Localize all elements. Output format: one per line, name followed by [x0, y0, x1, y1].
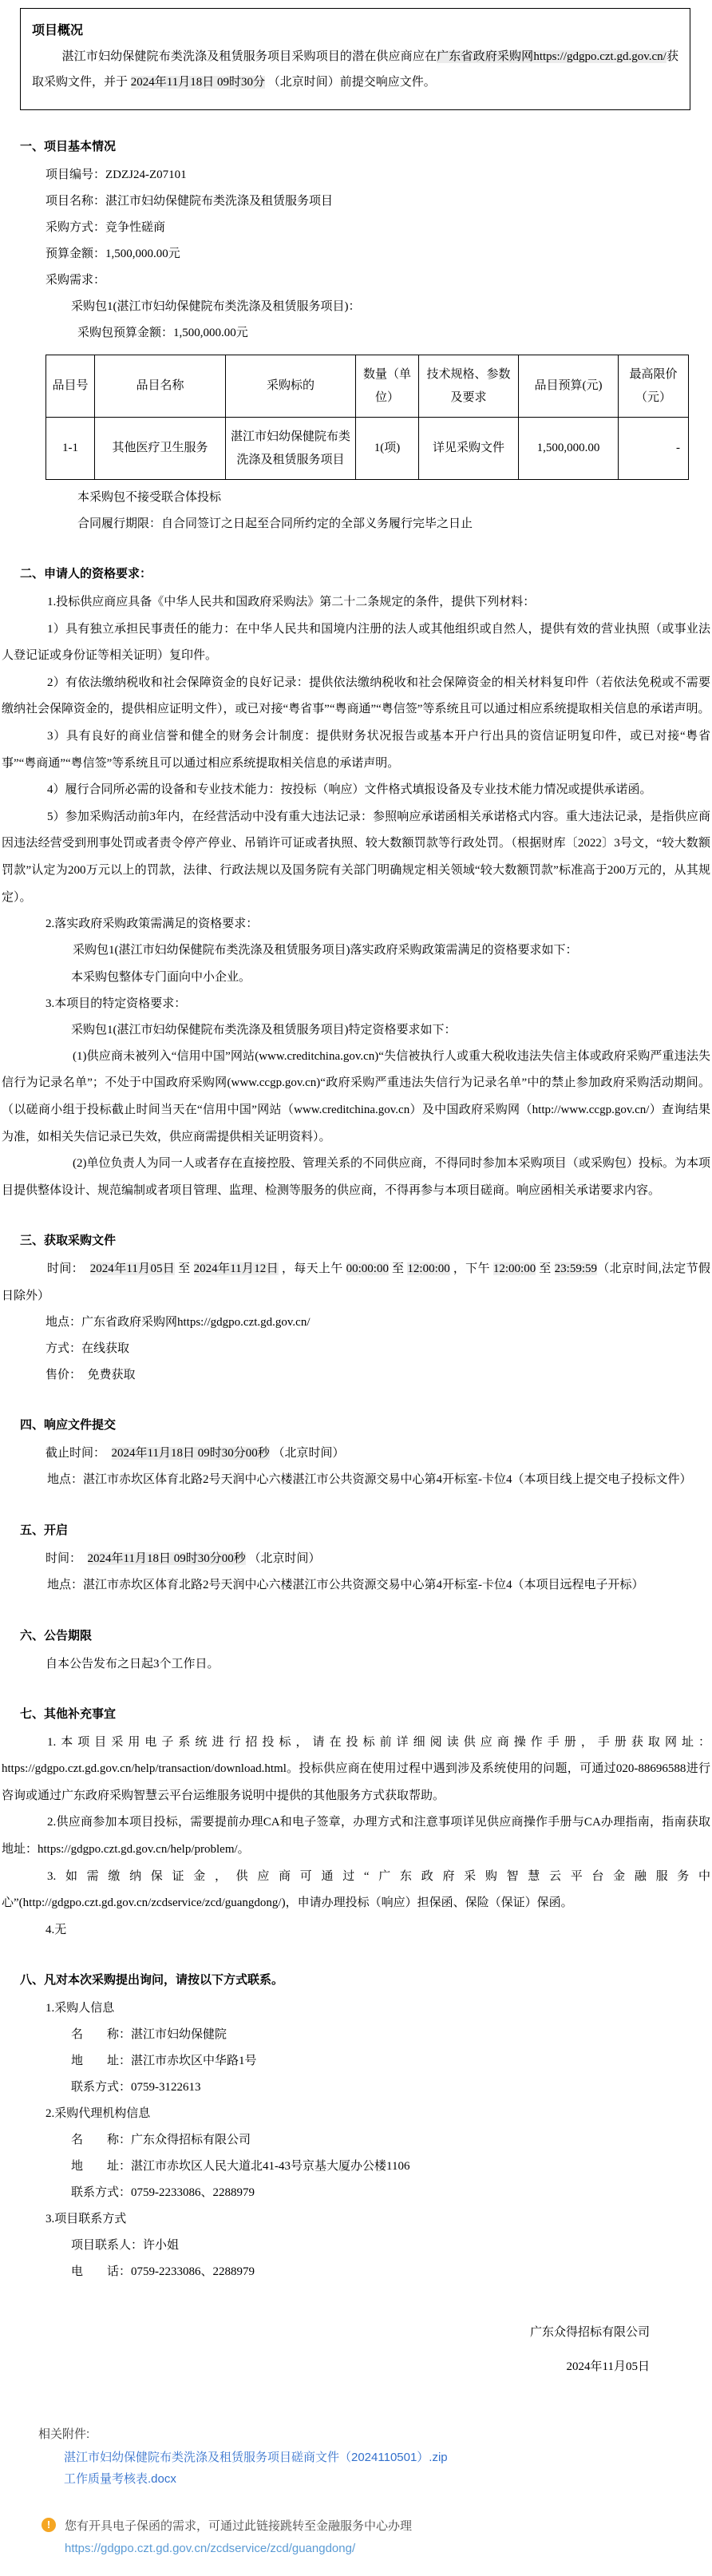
header-item-number: 品目号	[46, 355, 95, 418]
agent-phone-line: 联系方式：0759-2233086、2288979	[71, 2186, 255, 2199]
place-label: 地点：	[47, 1579, 84, 1592]
afternoon-end-time: 23:59:59	[554, 1262, 597, 1276]
deadline-timezone: （北京时间）	[269, 1447, 345, 1460]
project-number-line: 项目编号：ZDZJ24-Z07101	[45, 168, 187, 181]
agent-address-line: 地 址：湛江市赤坎区人民大道北41-43号京基大厦办公楼1106	[71, 2159, 410, 2173]
obtain-date-to: 2024年11月12日	[193, 1262, 279, 1276]
financial-service-center-link[interactable]: https://gdgpo.czt.gd.gov.cn/zcdservice/zcd/guangdong/	[65, 2541, 356, 2555]
obtain-time-line	[2, 1256, 710, 1310]
header-item-name: 品目名称	[95, 355, 226, 418]
overview-intro-text: 湛江市妇幼保健院布类洗涤及租赁服务项目采购项目的潜在供应商应在	[61, 50, 437, 63]
policy-requirement-package: 采购包1(湛江市妇幼保健院布类洗涤及租赁服务项目)落实政府采购政策需满足的资格要求如下：	[73, 944, 578, 957]
package-line: 采购包1(湛江市妇幼保健院布类洗涤及租赁服务项目)：	[71, 300, 361, 313]
opening-place-note: （本项目远程电子开标）	[512, 1579, 644, 1592]
cell-item-number: 1-1	[46, 418, 95, 480]
buyer-address-line: 地 址：湛江市赤坎区中华路1号	[71, 2054, 257, 2067]
header-subject: 采购标的	[226, 355, 356, 418]
signature-date: 2024年11月05日	[566, 2360, 650, 2374]
attachments-label: 相关附件:	[38, 2427, 90, 2441]
opening-place-value: 湛江市赤坎区体育北路2号天润中心六楼湛江市公共资源交易中心第4开标室-卡位4	[83, 1579, 512, 1592]
obtain-place-line: 地点：广东省政府采购网https://gdgpo.czt.gd.gov.cn/	[45, 1316, 311, 1330]
qualification-p3: 2）有依法缴纳税收和社会保障资金的良好记录：提供依法缴纳税收和社会保障资金的相关材料复印件（若依法免税或不需要缴纳社会保障资金的，提供相应证明文件），或已对接“粤省事”“粤商通”“粤信签”等系统且可以通过相应系统提取相关信息的承诺声明。	[2, 676, 710, 716]
overview-title: 项目概况	[32, 24, 84, 38]
cell-specs: 详见采购文件	[419, 418, 519, 480]
agent-info-title: 2.采购代理机构信息	[45, 2106, 151, 2120]
exclamation-icon: !	[42, 2518, 56, 2532]
cell-item-name: 其他医疗卫生服务	[95, 418, 226, 480]
cell-price-cap: -	[619, 418, 689, 480]
section-heading-contacts: 八、凡对本次采购提出询问，请按以下方式联系。	[20, 1973, 284, 1987]
cell-subject: 湛江市妇幼保健院布类洗涤及租赁服务项目	[226, 418, 356, 480]
specific-requirement-title: 3.本项目的特定资格要求：	[45, 997, 187, 1010]
qualification-p2: 1）具有独立承担民事责任的能力：在中华人民共和国境内注册的法人或其他组织或自然人，提供有效的营业执照（或事业法人登记证或身份证等相关证明）复印件。	[2, 622, 710, 663]
qualification-p6: 5）参加采购活动前3年内，在经营活动中没有重大违法记录：参照响应承诺函相关承诺格式内容。重大违法记录，是指供应商因违法经营受到刑事处罚或者责令停产停业、吊销许可证或者执照、较大数额罚款等行政处罚。（根据财库〔2022〕3号文，“较大数额罚款”认定为200万元以上的罚款，法律、行政法规以及国务院有关部门明确规定相关领域“较大数额罚款”标准高于200万元的，从其规定）。	[2, 810, 710, 904]
project-name-line: 项目名称：湛江市妇幼保健院布类洗涤及租赁服务项目	[45, 195, 334, 208]
project-contact-phone-line: 电 话：0759-2233086、2288979	[71, 2265, 255, 2278]
obtain-date-from: 2024年11月05日	[89, 1262, 176, 1276]
section-heading-basic-info: 一、项目基本情况	[20, 141, 117, 153]
submit-deadline-text: 2024年11月18日 09时30分	[130, 75, 265, 89]
announcement-period-line: 自本公告发布之日起3个工作日。	[45, 1657, 220, 1670]
cell-item-budget: 1,500,000.00	[519, 418, 619, 480]
specific-requirement-p1: (1)供应商未被列入“信用中国”网站(www.creditchina.gov.cn)“失信被执行人或重大税收违法失信主体或政府采购严重违法失信行为记录名单”；不处于中国政府采购网(www.ccgp.gov.cn)“政府采购严重违法失信行为记录名单”中的禁止参加政府采购活动期间。（以磋商小组于投标截止时间当天在“信用中国”网站（www.creditchina.gov.cn）及中国政府采购网（http://www.ccgp.gov.cn/）查询结果为准，如相关失信记录已失效，供应商需提供相关证明资料）。	[2, 1049, 710, 1143]
supplementary-p2: 2.供应商参加本项目投标，需要提前办理CA和电子签章，办理方式和注意事项详见供应商操作手册与CA办理指南，指南获取地址：https://gdgpo.czt.gd.gov.cn/help/problem/。	[2, 1816, 710, 1857]
obtain-way-line: 方式：在线获取	[45, 1342, 130, 1356]
notice-text: 您有开具电子保函的需求，可通过此链接跳转至金融服务中心办理	[65, 2519, 413, 2533]
opening-place-line	[2, 1572, 710, 1599]
specific-requirement-p2: (2)单位负责人为同一人或者存在直接控股、管理关系的不同供应商，不得同时参加本采购项目（或采购包）投标。为本项目提供整体设计、规范编制或者项目管理、监理、检测等服务的供应商，不得再参与本项目磋商。响应函相关承诺要求内容。	[2, 1157, 710, 1197]
supplementary-p3: 3.如需缴纳保证金，供应商可通过“广东政府采购智慧云平台金融服务中心”(http://gdgpo.czt.gd.gov.cn/zcdservice/zcd/guangdong/)，申请办理投标（响应）担保函、保险（保证）保函。	[2, 1869, 710, 1910]
opening-time-line	[45, 1546, 712, 1572]
attachment-link-docx[interactable]: 工作质量考核表.docx	[64, 2471, 176, 2486]
opening-time-value: 2024年11月18日 09时30分00秒	[87, 1552, 246, 1566]
morning-start-time: 00:00:00	[346, 1262, 389, 1276]
overview-mid-text: 获取采购文件，并于	[32, 50, 678, 89]
signature-block	[0, 2316, 650, 2385]
header-quantity: 数量（单位）	[356, 355, 419, 418]
header-item-budget: 品目预算(元)	[519, 355, 619, 418]
time-label: 时间：	[47, 1262, 90, 1276]
afternoon-start-time: 12:00:00	[492, 1262, 536, 1276]
time-label: 时间：	[45, 1552, 88, 1566]
guarantee-notice	[42, 2517, 712, 2555]
submission-deadline-line	[45, 1441, 712, 1467]
supplementary-p1: 1.本项目采用电子系统进行招投标，请在投标前详细阅读供应商操作手册，手册获取网址：https://gdgpo.czt.gd.gov.cn/help/transaction/download.html。投标供应商在使用过程中遇到涉及系统使用的问题，可通过020-88696588进行咨询或通过广东政府采购智慧云平台运维服务说明中提供的其他服务方式获取帮助。	[2, 1735, 710, 1802]
procurement-method-line: 采购方式：竞争性磋商	[45, 221, 166, 234]
demand-label-line: 采购需求：	[45, 274, 106, 287]
submission-place-note: （本项目线上提交电子投标文件）	[512, 1473, 692, 1487]
specific-requirement-package: 采购包1(湛江市妇幼保健院布类洗涤及租赁服务项目)特定资格要求如下：	[71, 1023, 457, 1036]
overview-paragraph	[32, 45, 678, 95]
submission-place-value: 湛江市赤坎区体育北路2号天润中心六楼湛江市公共资源交易中心第4开标室-卡位4	[83, 1473, 512, 1487]
project-overview-box	[20, 8, 690, 110]
supplementary-p4: 4.无	[45, 1923, 67, 1936]
morning-end-time: 12:00:00	[407, 1262, 450, 1276]
project-contact-name-line: 项目联系人：许小姐	[71, 2238, 180, 2252]
opening-timezone: （北京时间）	[245, 1552, 321, 1566]
section-heading-opening: 五、开启	[20, 1524, 69, 1538]
section-heading-announcement-period: 六、公告期限	[20, 1629, 93, 1643]
table-row	[46, 418, 689, 480]
afternoon-label: ，下午	[449, 1262, 493, 1276]
buyer-name-line: 名 称：湛江市妇幼保健院	[71, 2027, 227, 2041]
no-consortium-line: 本采购包不接受联合体投标	[77, 491, 222, 504]
package-budget-line: 采购包预算金额：1,500,000.00元	[77, 327, 248, 339]
contract-term-line: 合同履行期限：自合同签订之日起至合同所约定的全部义务履行完毕之日止	[77, 517, 473, 530]
qualification-p1: 1.投标供应商应具备《中华人民共和国政府采购法》第二十二条规定的条件，提供下列材料：	[47, 596, 536, 608]
section-heading-obtain-documents: 三、获取采购文件	[20, 1234, 117, 1248]
header-specs: 技术规格、参数及要求	[419, 355, 519, 418]
budget-amount-line: 预算金额：1,500,000.00元	[45, 248, 180, 260]
section-heading-qualification: 二、申请人的资格要求：	[20, 568, 152, 581]
header-price-cap: 最高限价（元）	[619, 355, 689, 418]
signature-company: 广东众得招标有限公司	[529, 2325, 650, 2339]
buyer-phone-line: 联系方式：0759-3122613	[71, 2080, 201, 2094]
sme-requirement-line: 本采购包整体专门面向中小企业。	[71, 970, 251, 984]
cell-quantity: 1(项)	[356, 418, 419, 480]
overview-outro-text: （北京时间）前提交响应文件。	[264, 75, 436, 89]
separator-text: 至	[536, 1262, 555, 1276]
timezone-note: （北京时间,法定节假日除外）	[2, 1262, 710, 1302]
submission-place-line	[2, 1467, 710, 1494]
section-heading-supplementary: 七、其他补充事宜	[20, 1707, 117, 1721]
separator-text: 至	[175, 1262, 194, 1276]
portal-url-text: 广东省政府采购网https://gdgpo.czt.gd.gov.cn/	[437, 50, 667, 63]
attachments-section	[38, 2425, 712, 2490]
morning-label: ，每天上午	[278, 1262, 346, 1276]
attachment-link-zip[interactable]: 湛江市妇幼保健院布类洗涤及租赁服务项目磋商文件（2024110501）.zip	[64, 2450, 448, 2464]
policy-requirement-title: 2.落实政府采购政策需满足的资格要求：	[45, 917, 259, 931]
submission-deadline-value: 2024年11月18日 09时30分00秒	[111, 1447, 270, 1460]
place-label: 地点：	[47, 1473, 84, 1487]
agent-name-line: 名 称：广东众得招标有限公司	[71, 2133, 251, 2146]
buyer-info-title: 1.采购人信息	[45, 2001, 115, 2015]
deadline-label: 截止时间：	[45, 1447, 112, 1460]
separator-text: 至	[388, 1262, 408, 1276]
procurement-items-table	[45, 355, 689, 480]
project-contact-title: 3.项目联系方式	[45, 2212, 127, 2225]
qualification-p5: 4）履行合同所必需的设备和专业技术能力：按投标（响应）文件格式填报设备及专业技术能力情况或提供承诺函。	[47, 783, 652, 797]
qualification-p4: 3）具有良好的商业信誉和健全的财务会计制度：提供财务状况报告或基本开户行出具的资信证明复印件，或已对接“粤省事”“粤商通”“粤信签”等系统且可以通过相应系统提取相关信息的承诺声明。	[2, 729, 710, 770]
section-heading-response-submission: 四、响应文件提交	[20, 1419, 117, 1433]
obtain-price-line: 售价： 免费获取	[45, 1369, 136, 1382]
table-header-row	[46, 355, 689, 418]
notice-row	[42, 2517, 712, 2534]
